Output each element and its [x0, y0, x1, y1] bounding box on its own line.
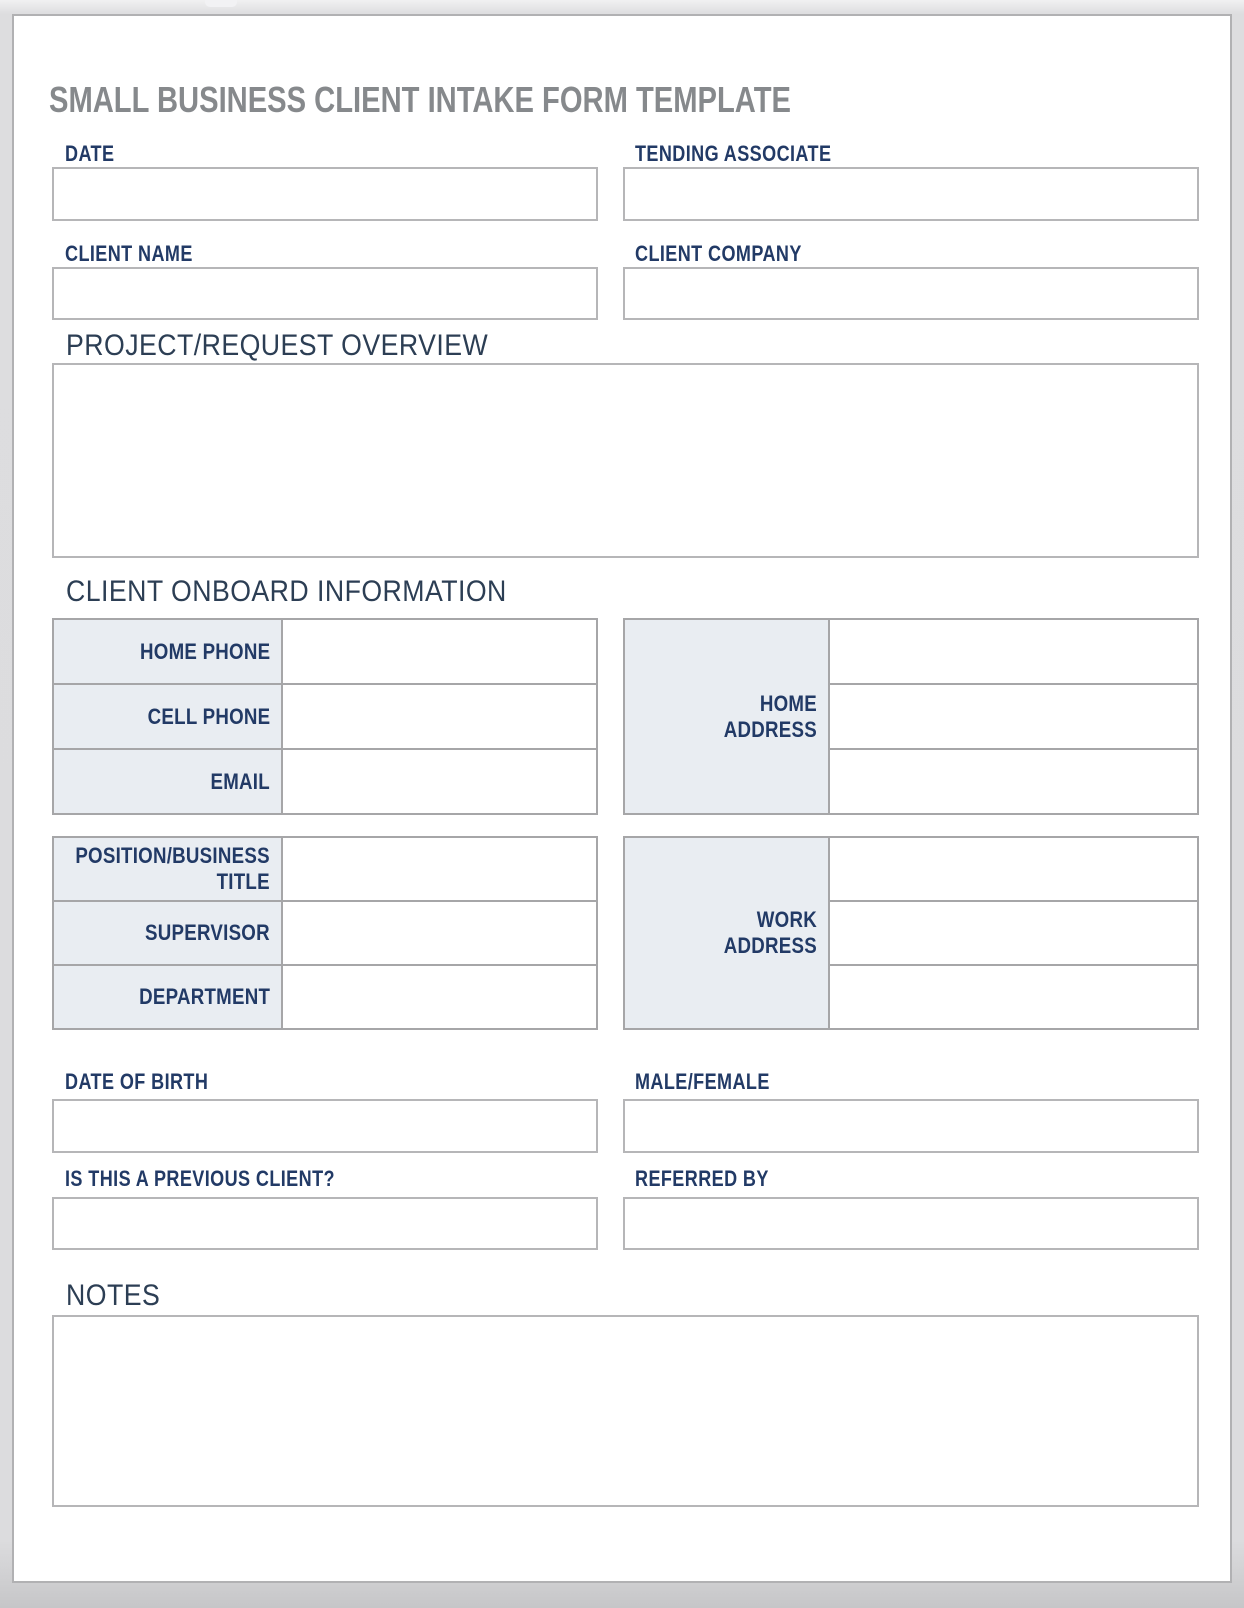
date-label: DATE — [65, 141, 115, 166]
notes-label: NOTES — [66, 1279, 161, 1312]
department-label-cell — [54, 966, 283, 1028]
home-address-label-cell — [625, 620, 830, 813]
project-overview-label: PROJECT/REQUEST OVERVIEW — [66, 329, 489, 362]
work-address-input-3[interactable] — [830, 966, 1197, 1028]
cell-phone-value-cell — [283, 685, 596, 748]
table-row — [54, 966, 596, 1028]
department-input[interactable] — [283, 966, 596, 1028]
notes-textarea[interactable] — [52, 1315, 1199, 1507]
home-address-line-2 — [830, 685, 1197, 750]
table-row — [54, 902, 596, 966]
work-address-line-1 — [830, 838, 1197, 902]
supervisor-label-cell — [54, 902, 283, 964]
date-input[interactable] — [52, 167, 598, 221]
email-input[interactable] — [283, 750, 596, 813]
home-address-line-3 — [830, 750, 1197, 813]
cell-phone-input[interactable] — [283, 685, 596, 748]
home-address-input-1[interactable] — [830, 620, 1197, 683]
home-phone-value-cell — [283, 620, 596, 683]
work-address-label-cell — [625, 838, 830, 1028]
table-row — [54, 685, 596, 750]
work-address-table — [623, 836, 1199, 1030]
department-value-cell — [283, 966, 596, 1028]
work-address-input-2[interactable] — [830, 902, 1197, 964]
top-edge-artifact — [205, 0, 237, 7]
department-label: DEPARTMENT — [138, 984, 270, 1009]
position-title-label-cell — [54, 838, 283, 900]
previous-client-input[interactable] — [52, 1197, 598, 1250]
work-address-input-1[interactable] — [830, 838, 1197, 900]
home-phone-label-cell — [54, 620, 283, 683]
work-address-line-2 — [830, 902, 1197, 966]
table-row — [54, 838, 596, 902]
work-address-line-3 — [830, 966, 1197, 1028]
table-row — [54, 750, 596, 813]
referred-by-input[interactable] — [623, 1197, 1199, 1250]
supervisor-value-cell — [283, 902, 596, 964]
date-of-birth-input[interactable] — [52, 1099, 598, 1153]
tending-associate-label: TENDING ASSOCIATE — [635, 141, 832, 166]
supervisor-input[interactable] — [283, 902, 596, 964]
position-title-label: POSITION/BUSINESS TITLE — [75, 843, 270, 894]
work-address-lines — [830, 838, 1197, 1028]
email-label-cell — [54, 750, 283, 813]
home-address-input-3[interactable] — [830, 750, 1197, 813]
form-title: SMALL BUSINESS CLIENT INTAKE FORM TEMPLATE — [49, 79, 791, 120]
home-address-input-2[interactable] — [830, 685, 1197, 748]
referred-by-label: REFERRED BY — [635, 1166, 769, 1191]
supervisor-label: SUPERVISOR — [145, 920, 270, 945]
male-female-input[interactable] — [623, 1099, 1199, 1153]
home-address-line-1 — [830, 620, 1197, 685]
position-info-table — [52, 836, 598, 1030]
home-phone-input[interactable] — [283, 620, 596, 683]
cell-phone-label-cell — [54, 685, 283, 748]
client-company-label: CLIENT COMPANY — [635, 241, 802, 266]
email-label: EMAIL — [210, 768, 270, 794]
onboard-section-heading: CLIENT ONBOARD INFORMATION — [66, 575, 507, 608]
table-row — [54, 620, 596, 685]
email-value-cell — [283, 750, 596, 813]
client-name-label: CLIENT NAME — [65, 241, 193, 266]
home-address-label: HOME ADDRESS — [723, 690, 817, 742]
date-of-birth-label: DATE OF BIRTH — [65, 1069, 209, 1094]
position-title-value-cell — [283, 838, 596, 900]
previous-client-label: IS THIS A PREVIOUS CLIENT? — [65, 1166, 335, 1191]
contact-info-table — [52, 618, 598, 815]
position-title-input[interactable] — [283, 838, 596, 900]
tending-associate-input[interactable] — [623, 167, 1199, 221]
male-female-label: MALE/FEMALE — [635, 1069, 770, 1094]
project-overview-textarea[interactable] — [52, 363, 1199, 558]
client-name-input[interactable] — [52, 267, 598, 320]
home-phone-label: HOME PHONE — [139, 638, 270, 664]
cell-phone-label: CELL PHONE — [147, 703, 270, 729]
home-address-table — [623, 618, 1199, 815]
home-address-lines — [830, 620, 1197, 813]
client-company-input[interactable] — [623, 267, 1199, 320]
work-address-label: WORK ADDRESS — [723, 907, 817, 958]
